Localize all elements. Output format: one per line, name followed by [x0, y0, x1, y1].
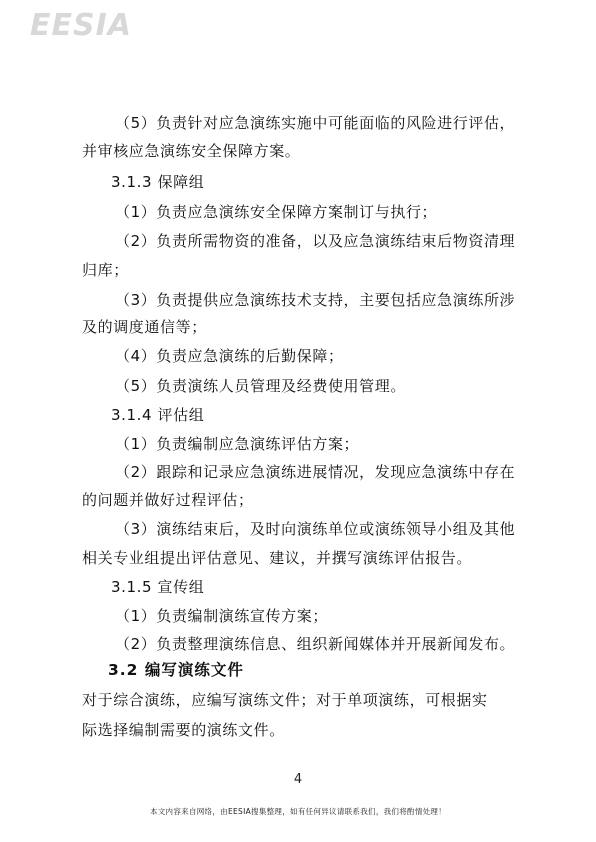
section-heading-3-1-5: 3.1.5 宣传组 — [111, 578, 205, 596]
section-heading-3-2: 3.2 编写演练文件 — [108, 661, 244, 679]
paragraph-line: 际选择编制需要的演练文件。 — [82, 721, 285, 739]
section-heading-3-1-3: 3.1.3 保障组 — [111, 173, 205, 191]
paragraph-line: （5）负责针对应急演练实施中可能面临的风险进行评估， — [115, 114, 516, 132]
eesia-logo: EESIA — [30, 8, 132, 43]
paragraph-line: 归库； — [82, 261, 129, 279]
paragraph-line: 并审核应急演练安全保障方案。 — [82, 142, 301, 160]
paragraph-line: 及的调度通信等； — [82, 318, 207, 336]
paragraph-line: （4）负责应急演练的后勤保障； — [115, 347, 344, 365]
paragraph-line: （1）负责应急演练安全保障方案制订与执行； — [115, 203, 438, 221]
paragraph-line: （3）负责提供应急演练技术支持，主要包括应急演练所涉 — [115, 291, 516, 309]
section-heading-3-1-4: 3.1.4 评估组 — [111, 406, 205, 424]
paragraph-line: （3）演练结束后，及时向演练单位或演练领导小组及其他 — [115, 520, 516, 538]
paragraph-line: （5）负责演练人员管理及经费使用管理。 — [115, 377, 406, 395]
paragraph-line: （1）负责编制应急演练评估方案； — [115, 435, 360, 453]
paragraph-line: （2）负责整理演练信息、组织新闻媒体并开展新闻发布。 — [115, 635, 516, 653]
paragraph-line: 对于综合演练，应编写演练文件；对于单项演练，可根据实 — [82, 691, 488, 709]
page-number: 4 — [293, 772, 303, 787]
paragraph-line: （1）负责编制演练宣传方案； — [115, 607, 328, 625]
paragraph-line: 相关专业组提出评估意见、建议，并撰写演练评估报告。 — [82, 549, 473, 567]
paragraph-line: （2）跟踪和记录应急演练进展情况，发现应急演练中存在 — [115, 463, 516, 481]
paragraph-line: 的问题并做好过程评估； — [82, 491, 254, 509]
paragraph-line: （2）负责所需物资的准备，以及应急演练结束后物资清理 — [115, 232, 516, 250]
footer-note: 本文内容来自网络，由EESIA搜集整理，如有任何异议请联系我们，我们将酌情处理！ — [149, 807, 447, 816]
